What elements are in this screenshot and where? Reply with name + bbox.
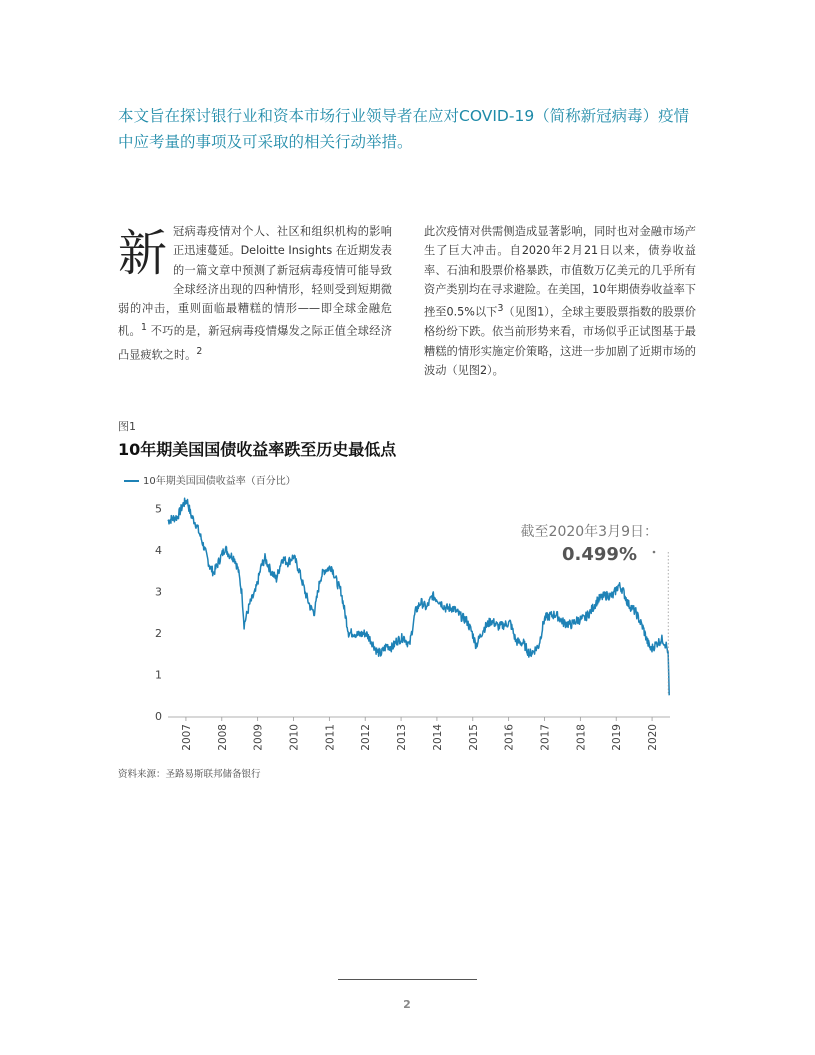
x-tick-label: 2008	[216, 724, 229, 751]
x-tick-label: 2020	[647, 724, 660, 751]
legend-label: 10年期美国国债收益率（百分比）	[143, 476, 296, 487]
x-tick-label: 2010	[288, 724, 301, 751]
source-note: 资料来源：圣路易斯联邦储备银行	[118, 769, 261, 780]
x-tick-label: 2016	[503, 724, 516, 751]
right-text-2: （见图1），全球主要股票指数的股票价格纷纷下跌。依当前形势来看，市场似乎正试图基于最糟糕的情形实施定价策略，这进一步加剧了近期市场的波动（见图2）。	[424, 305, 696, 377]
right-text-1: 此次疫情对供需侧造成显著影响，同时也对金融市场产生了巨大冲击。自2020年2月21日以来，债券收益率、石油和股票价格暴跌，市值数万亿美元的几乎所有资产类别均在寻求避险。在美国，10年期债券收益率下挫至0.5%以下	[424, 225, 696, 319]
y-tick-label: 2	[155, 626, 162, 640]
annotation-value: 0.499%	[562, 544, 637, 565]
x-tick-label: 2011	[324, 724, 337, 751]
annotation-date: 截至2020年3月9日：	[520, 524, 658, 540]
x-tick-label: 2019	[611, 724, 624, 751]
y-tick-label: 1	[155, 668, 162, 682]
figure-title: 10年期美国国债收益率跌至历史最低点	[118, 440, 397, 459]
y-tick-label: 0	[155, 710, 162, 723]
x-tick-label: 2018	[575, 724, 588, 751]
x-tick-label: 2007	[180, 724, 193, 751]
intro-text: 本文旨在探讨银行业和资本市场行业领导者在应对COVID-19（简称新冠病毒）疫情中应考量的事项及可采取的相关行动举措。	[118, 107, 690, 151]
dropcap: 新	[118, 225, 168, 282]
page-number: 2	[403, 998, 411, 1011]
x-tick-label: 2014	[431, 724, 444, 751]
left-text-1: 冠病毒疫情对个人、社区和组织机构的影响正迅速蔓延。Deloitte Insights 在近期发表的一篇文章中预测了新冠病毒疫情可能导致全球经济出现的四种情形，轻则受到短期微弱的冲击，重则面临最糟糕的情形——即全球金融危机。	[118, 225, 392, 339]
y-tick-label: 3	[155, 585, 162, 599]
footer-rule	[338, 979, 477, 980]
footnote-ref-2[interactable]: 2	[196, 345, 203, 357]
footnote-ref-1[interactable]: 1	[141, 322, 147, 334]
x-tick-label: 2009	[252, 724, 265, 751]
figure-label: 图1	[118, 420, 136, 433]
annotation-dot	[653, 551, 656, 554]
x-tick-label: 2015	[467, 724, 480, 751]
left-text-2: 不巧的是，新冠病毒疫情爆发之际正值全球经济凸显疲软之时。	[118, 325, 392, 362]
x-tick-label: 2017	[539, 724, 552, 751]
x-tick-label: 2013	[396, 724, 409, 751]
footnote-ref-3[interactable]: 3	[497, 303, 504, 315]
y-tick-label: 4	[155, 543, 162, 557]
x-tick-label: 2012	[360, 724, 373, 751]
y-tick-label: 5	[155, 502, 162, 516]
